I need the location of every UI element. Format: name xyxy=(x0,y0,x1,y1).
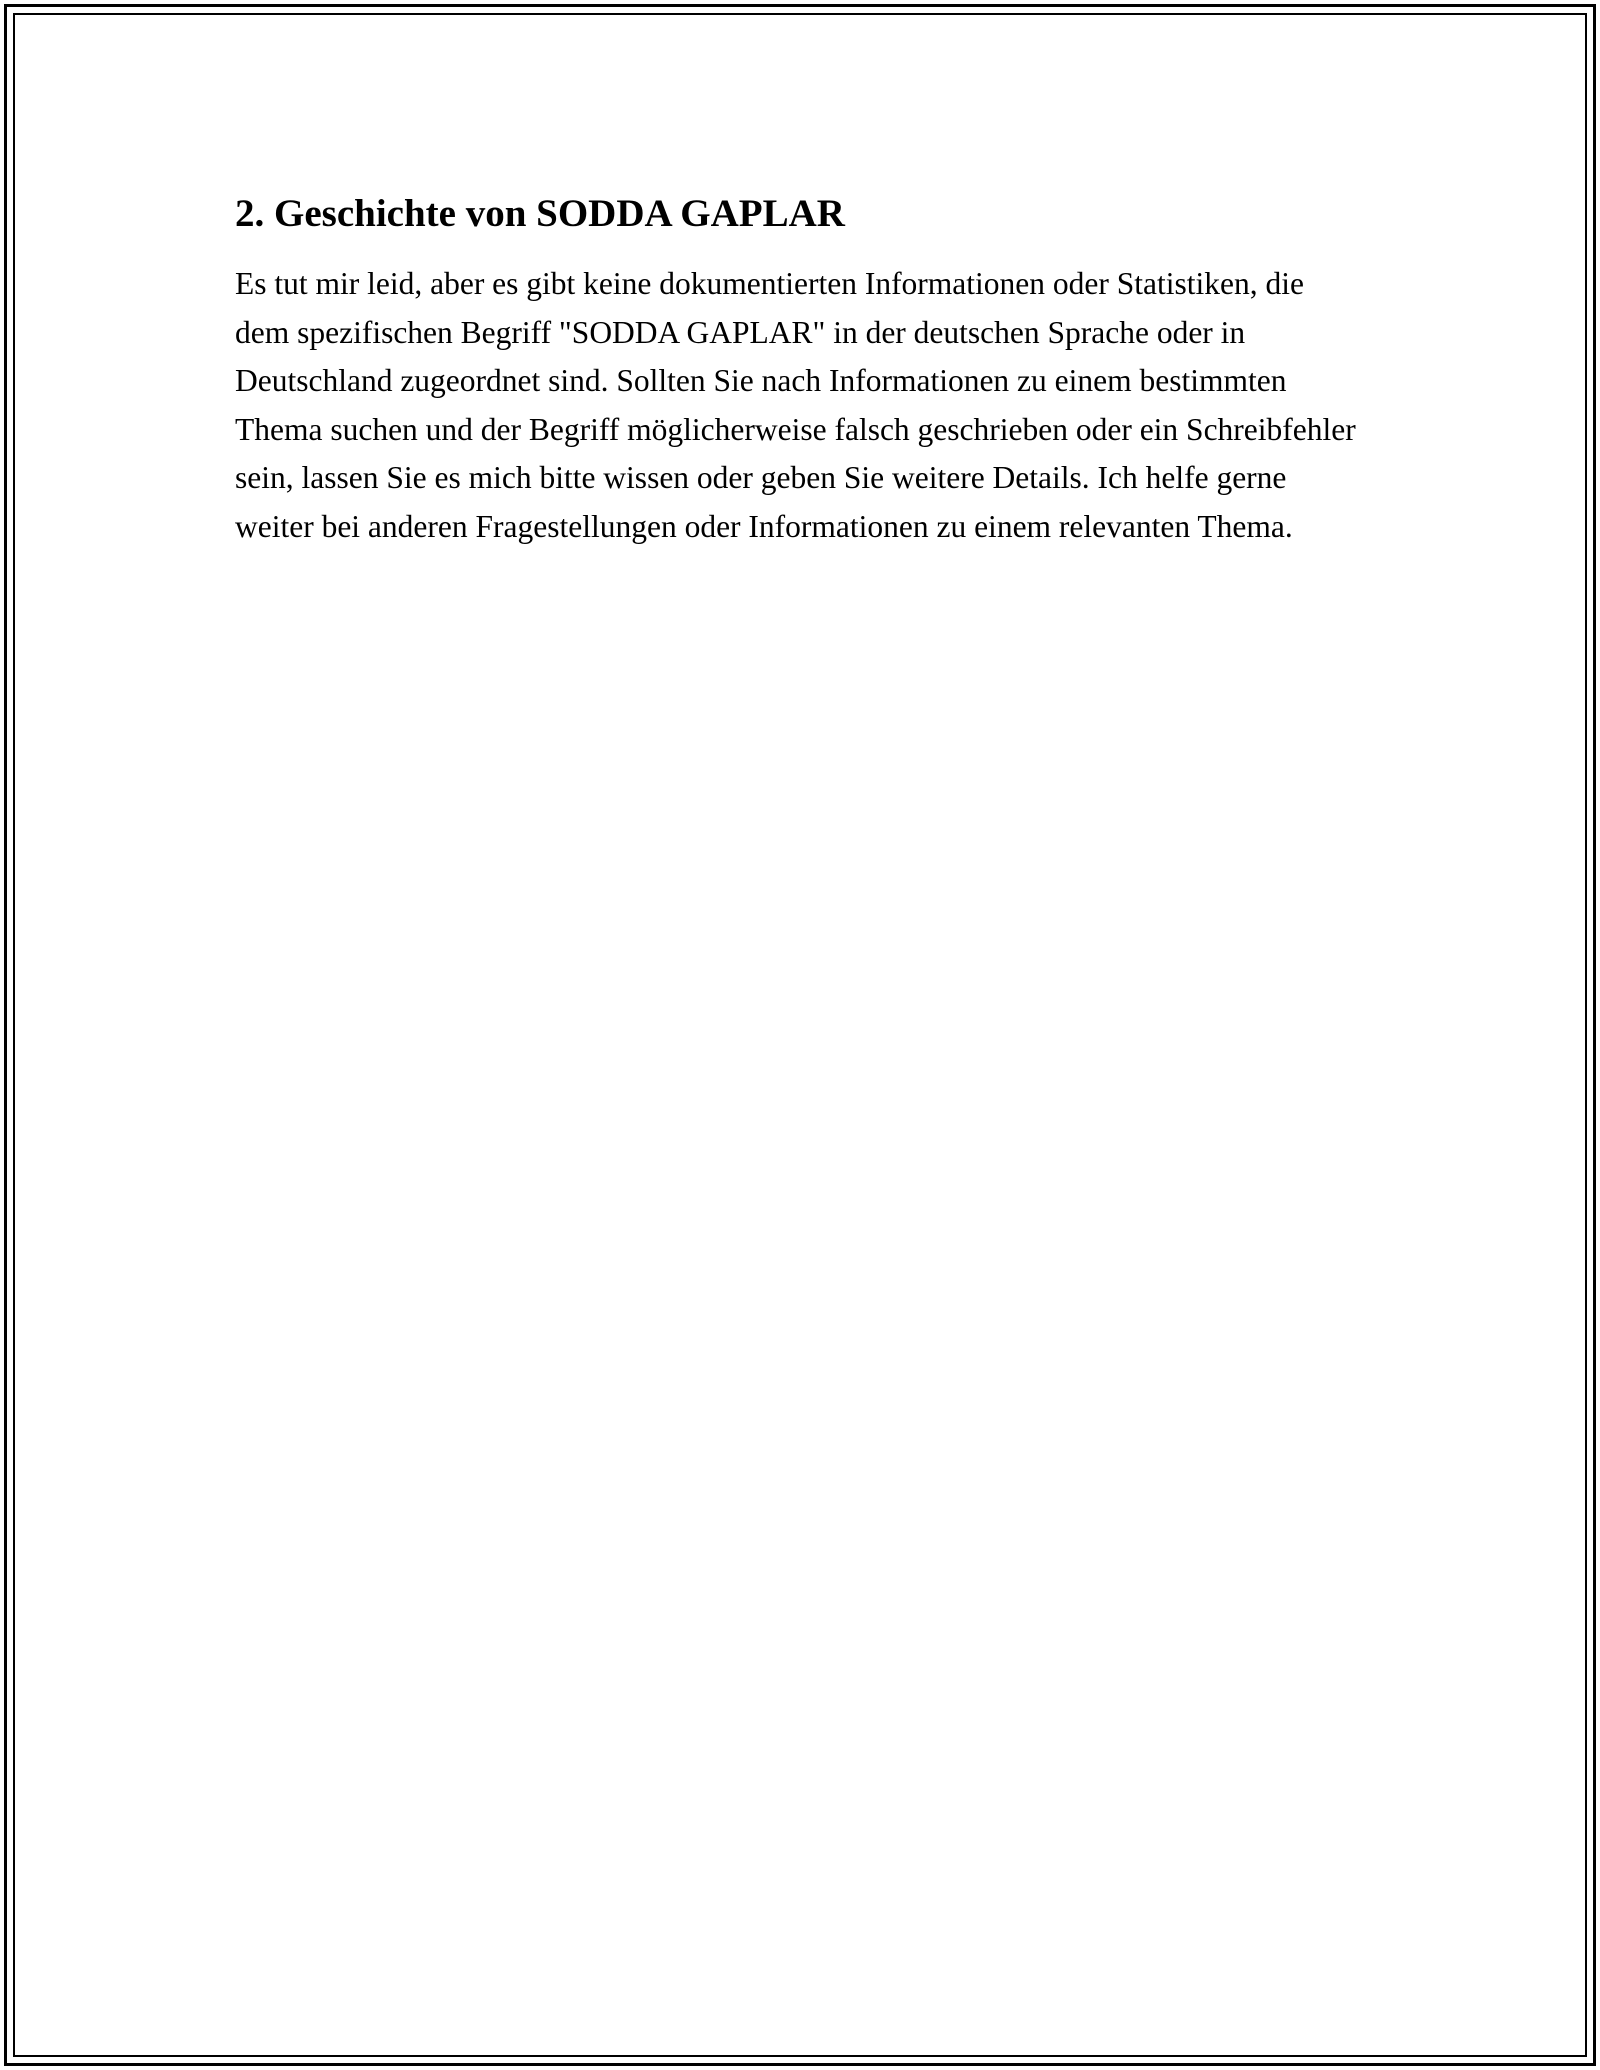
section-heading: 2. Geschichte von SODDA GAPLAR xyxy=(235,192,845,235)
section-paragraph: Es tut mir leid, aber es gibt keine dokumentierten Informationen oder Statistiken, die dem spezifischen Begriff "SODDA GAPLAR" in der deutschen Sprache oder in Deutschland zugeordnet sind. Sollten Sie nach Informationen zu einem bestimmten Thema suchen und der Begriff möglicherweise falsch geschrieben oder ein Schreibfehler sein, lassen Sie es mich bitte wissen oder geben Sie weitere Details. Ich helfe gerne weiter bei anderen Fragestellungen oder Informationen zu einem relevanten Thema. xyxy=(235,266,1356,544)
document-section xyxy=(235,186,1365,552)
